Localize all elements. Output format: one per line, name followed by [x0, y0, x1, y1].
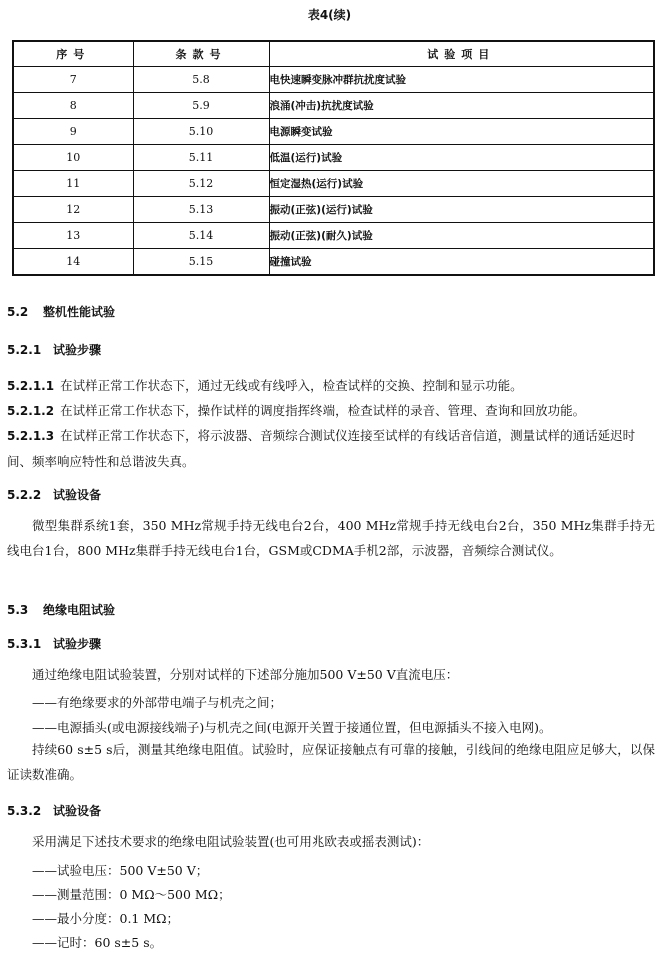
- row-item: 电快速瞬变脉冲群抗扰度试验: [269, 67, 654, 93]
- row-no: 10: [13, 145, 133, 171]
- list-item: ——有绝缘要求的外部带电端子与机壳之间；: [32, 695, 283, 710]
- row-no: 9: [13, 119, 133, 145]
- row-clause: 5.8: [133, 67, 269, 93]
- heading-5-2-1: 5.2.1 试验步骤: [7, 343, 102, 357]
- row-item: 碰撞试验: [269, 249, 654, 276]
- row-clause: 5.10: [133, 119, 269, 145]
- row-item: 振动(正弦)(耐久)试验: [269, 223, 654, 249]
- row-no: 12: [13, 197, 133, 223]
- heading-5-2: 5.2 整机性能试验: [7, 305, 116, 319]
- table-row: [13, 67, 654, 93]
- heading-5-3-2: 5.3.2 试验设备: [7, 804, 102, 818]
- row-no: 11: [13, 171, 133, 197]
- header-clause: 条款号: [133, 41, 269, 67]
- header-no: 序号: [13, 41, 133, 67]
- para-5-2-1-2: 5.2.1.2 在试样正常工作状态下，操作试样的调度指挥终端，检查试样的录音、管理、查询和回放功能。: [7, 403, 586, 418]
- para-5-3-1-text: 持续60 s±5 s后，测量其绝缘电阻值。试验时，应保证接触点有可靠的接触，引线间的绝缘电阻应足够大，以保证读数准确。: [7, 742, 655, 782]
- list-item: ——最小分度：0.1 MΩ；: [32, 911, 180, 926]
- row-no: 8: [13, 93, 133, 119]
- table-caption: 表4(续): [307, 8, 352, 22]
- table-row: [13, 119, 654, 145]
- heading-5-2-2: 5.2.2 试验设备: [7, 488, 102, 502]
- row-no: 7: [13, 67, 133, 93]
- list-item: ——测量范围：0 MΩ～500 MΩ；: [32, 887, 231, 902]
- para-5-2-2: 微型集群系统1套，350 MHz常规手持无线电台2台，400 MHz常规手持无线电台2台，350 MHz集群手持无线电台1台，800 MHz集群手持无线电台1台，GSM或CDMA手机2部，示波器，音频综合测试仪。: [7, 518, 655, 558]
- list-item: ——试验电压：500 V±50 V；: [32, 863, 209, 878]
- row-item: 振动(正弦)(运行)试验: [269, 197, 654, 223]
- row-clause: 5.12: [133, 171, 269, 197]
- table-row: [13, 93, 654, 119]
- row-clause: 5.11: [133, 145, 269, 171]
- test-items-table: [12, 40, 655, 276]
- table-row: [13, 171, 654, 197]
- table-header-row: [13, 41, 654, 67]
- table-row: [13, 145, 654, 171]
- row-item: 浪涌(冲击)抗扰度试验: [269, 93, 654, 119]
- para-5-3-2-intro: 采用满足下述技术要求的绝缘电阻试验装置(也可用兆欧表或摇表测试)：: [32, 834, 430, 849]
- row-no: 14: [13, 249, 133, 276]
- heading-5-3-1: 5.3.1 试验步骤: [7, 637, 102, 651]
- row-clause: 5.14: [133, 223, 269, 249]
- table-row: [13, 223, 654, 249]
- row-clause: 5.13: [133, 197, 269, 223]
- list-item: ——电源插头(或电源接线端子)与机壳之间(电源开关置于接通位置，但电源插头不接入电网)。: [32, 720, 552, 735]
- row-item: 电源瞬变试验: [269, 119, 654, 145]
- row-clause: 5.15: [133, 249, 269, 276]
- para-5-2-1-3: 5.2.1.3 在试样正常工作状态下，将示波器、音频综合测试仪连接至试样的有线话音信道，测量试样的通话延迟时间、频率响应特性和总谐波失真。: [7, 428, 636, 469]
- row-clause: 5.9: [133, 93, 269, 119]
- para-5-2-1-1: 5.2.1.1 在试样正常工作状态下，通过无线或有线呼入，检查试样的交换、控制和显示功能。: [7, 378, 523, 393]
- row-item: 低温(运行)试验: [269, 145, 654, 171]
- heading-5-3: 5.3 绝缘电阻试验: [7, 603, 116, 617]
- list-item: ——记时：60 s±5 s。: [32, 935, 163, 950]
- table-row: [13, 249, 654, 276]
- header-item: 试验项目: [269, 41, 654, 67]
- row-item: 恒定湿热(运行)试验: [269, 171, 654, 197]
- table-row: [13, 197, 654, 223]
- row-no: 13: [13, 223, 133, 249]
- para-5-3-1-intro: 通过绝缘电阻试验装置，分别对试样的下述部分施加500 V±50 V直流电压：: [32, 667, 459, 682]
